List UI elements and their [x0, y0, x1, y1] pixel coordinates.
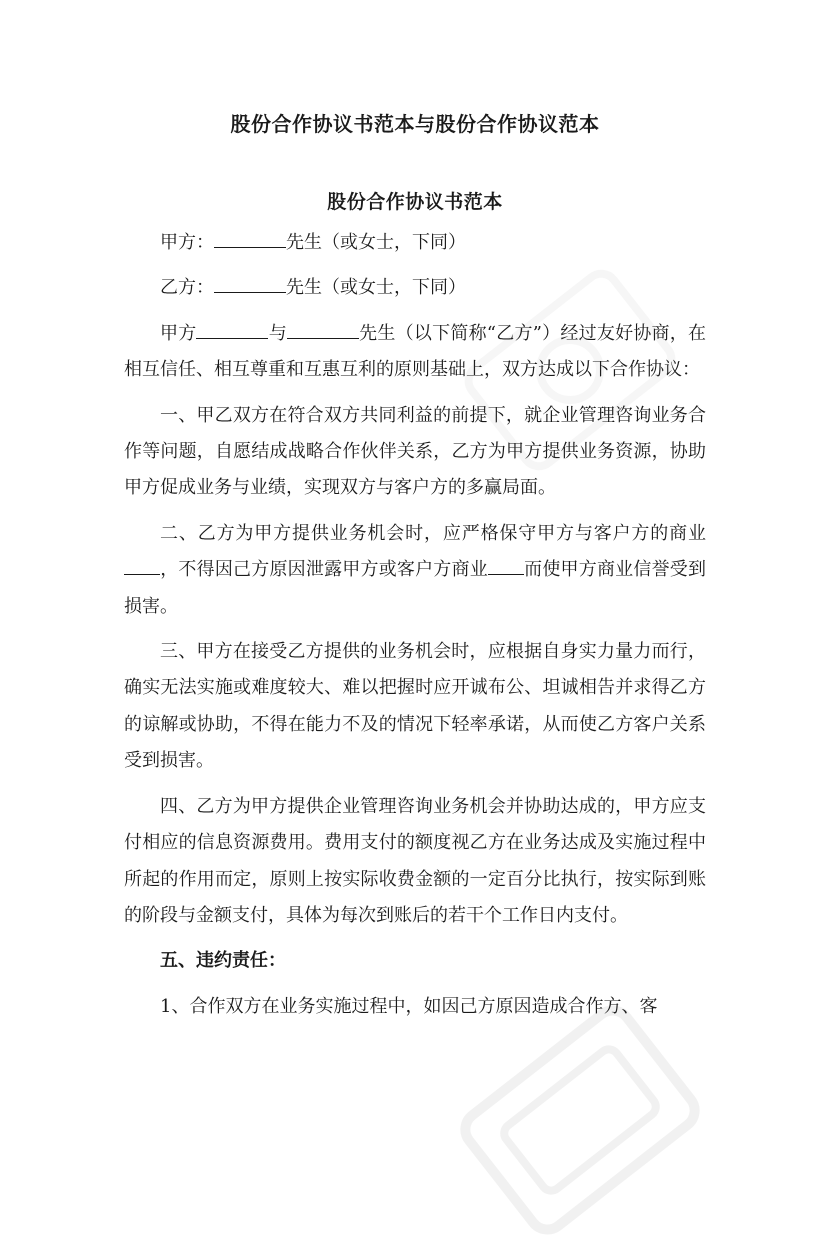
clause-4: 四、乙方为甲方提供企业管理咨询业务机会并协助达成的，甲方应支付相应的信息资源费用。费用支付的额度视乙方在业务达成及实施过程中所起的作用而定，原则上按实际收费金额的一定百分比执行，按实际到账的阶段与金额支付，具体为每次到账后的若干个工作日内支付。: [124, 795, 706, 926]
party-b-line: 乙方： 先生（或女士，下同）: [124, 270, 706, 306]
clause-5-item-1: 1、合作双方在业务实施过程中，如因己方原因造成合作方、客: [160, 995, 658, 1017]
intro-blank-2: [287, 319, 359, 339]
party-a-blank: [214, 228, 286, 248]
clause-3: 三、甲方在接受乙方提供的业务机会时，应根据自身实力量力而行，确实无法实施或难度较大、难以把握时应开诚布公、坦诚相告并求得乙方的谅解或协助，不得在能力不及的情况下轻率承诺，从而使乙方客户关系受到损害。: [124, 641, 706, 772]
clause-2: 二、乙方为甲方提供业务机会时，应严格保守甲方与客户方的商业，不得因己方原因泄露甲方或客户方商业 而使甲方商业信誉受到损害。: [124, 522, 707, 617]
section-title: 股份合作协议书范本: [327, 191, 503, 213]
clause-1: 一、甲乙双方在符合双方共同利益的前提下，就企业管理咨询业务合作等问题，自愿结成战略合作伙伴关系，乙方为甲方提供业务资源，协助甲方促成业务与业绩，实现双方与客户方的多赢局面。: [124, 404, 706, 499]
watermark-logo-icon: [444, 989, 716, 1251]
clause-2-blank-1: [124, 555, 160, 575]
clause-5-heading: 五、违约责任：: [160, 950, 286, 972]
party-a-line: 甲方： 先生（或女士，下同）: [124, 225, 706, 261]
document-title: 股份合作协议书范本与股份合作协议范本: [230, 112, 600, 136]
party-b-blank: [214, 274, 286, 294]
intro-paragraph: 甲方 与 先生（以下简称“乙方”）经过友好协商，在相互信任、相互尊重和互惠互利的原则基础上，双方达成以下合作协议：: [124, 316, 706, 389]
intro-blank-1: [196, 319, 268, 339]
clause-2-blank-2: [488, 555, 524, 575]
